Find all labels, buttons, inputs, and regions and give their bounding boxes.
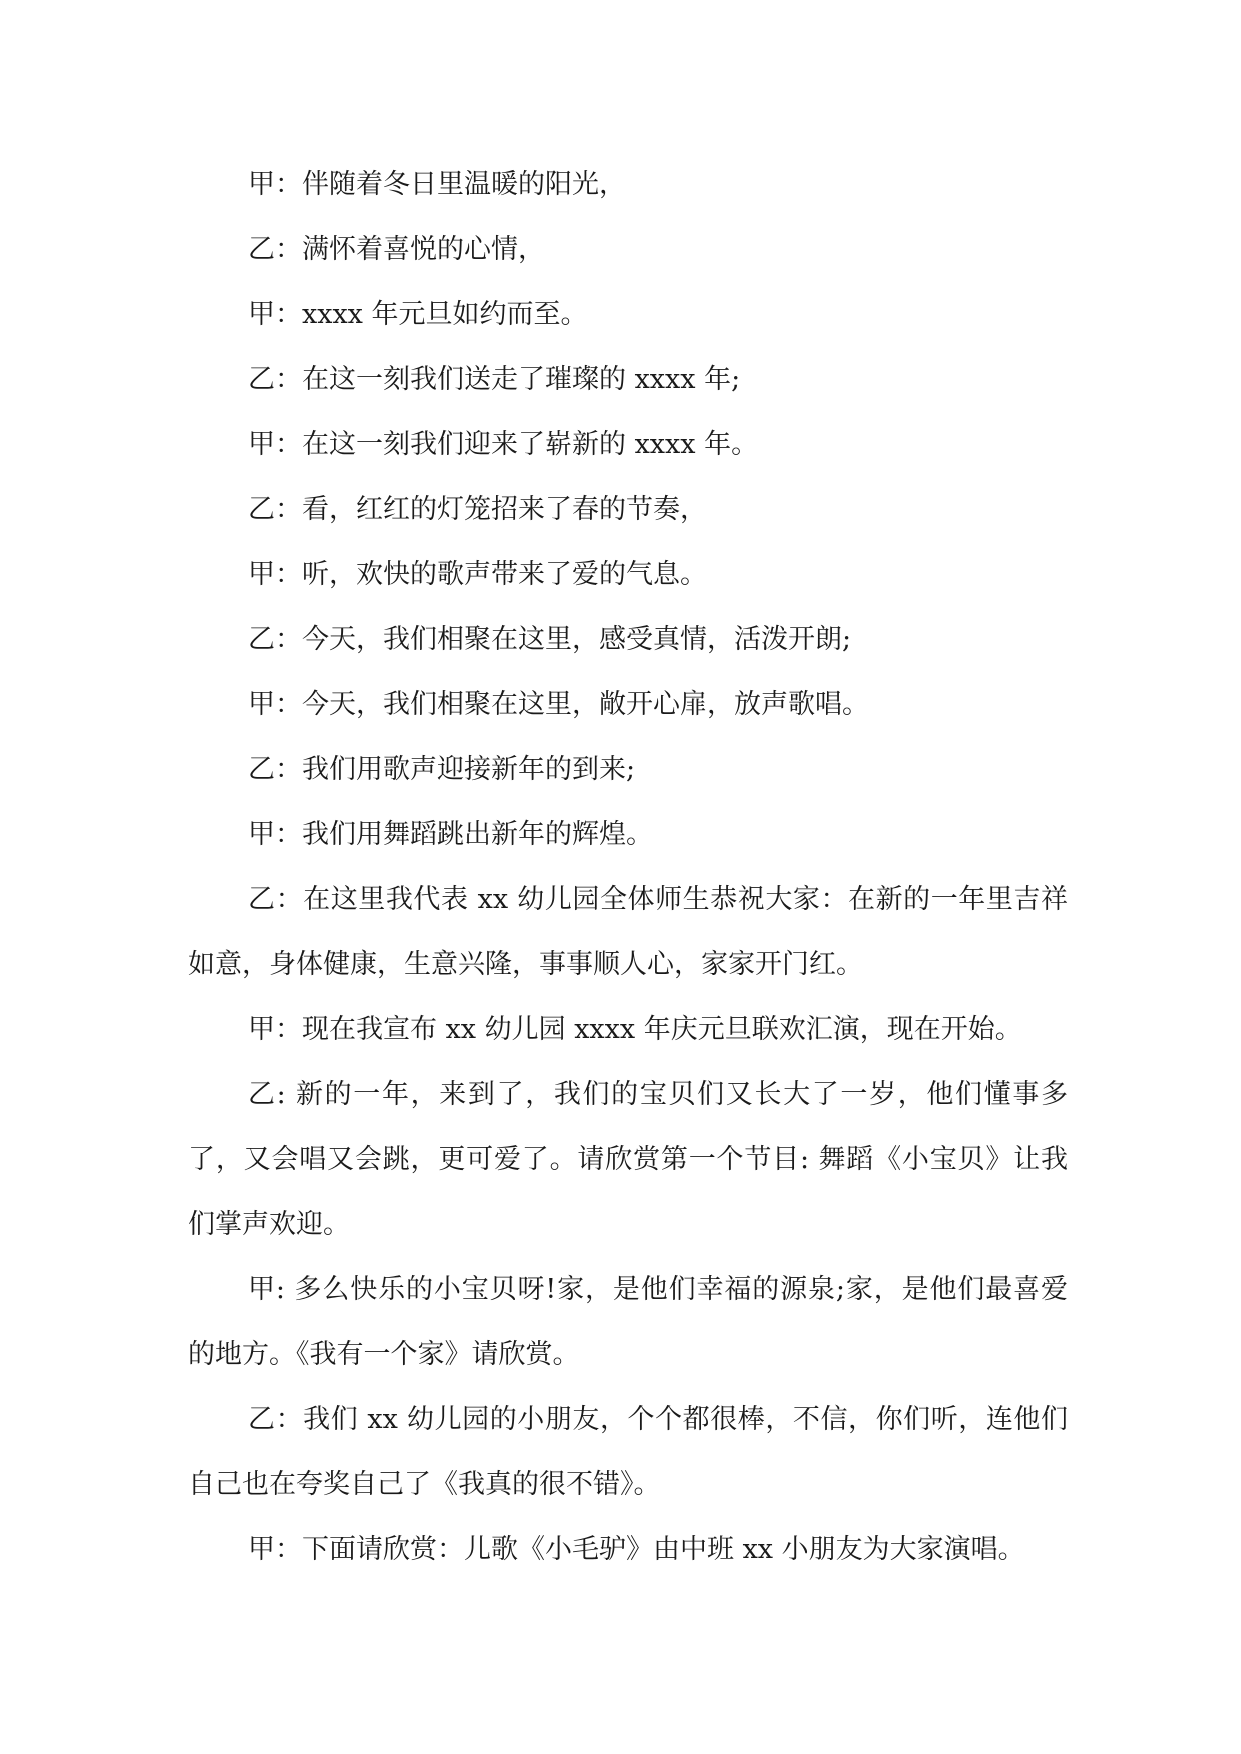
paragraph: 乙：满怀着喜悦的心情， — [248, 234, 545, 265]
paragraph: 乙：今天，我们相聚在这里，感受真情，活泼开朗; — [248, 624, 852, 655]
paragraph: 甲：在这一刻我们迎来了崭新的 xxxx 年。 — [248, 429, 759, 460]
paragraph: 甲：听，欢快的歌声带来了爱的气息。 — [248, 559, 707, 590]
paragraph: 乙：我们 xx 幼儿园的小朋友，个个都很棒，不信，你们听，连他们自己也在夸奖自己了《我真的很不错》。 — [188, 1404, 1068, 1500]
paragraph: 甲：xxxx 年元旦如约而至。 — [248, 299, 588, 330]
paragraph: 甲：我们用舞蹈跳出新年的辉煌。 — [248, 819, 653, 850]
paragraph: 甲：下面请欣赏：儿歌《小毛驴》由中班 xx 小朋友为大家演唱。 — [248, 1534, 1025, 1565]
paragraph: 甲：今天，我们相聚在这里，敞开心扉，放声歌唱。 — [248, 689, 869, 720]
paragraph: 甲: 多么快乐的小宝贝呀!家，是他们幸福的源泉;家，是他们最喜爱的地方。《我有一个家》请欣赏。 — [188, 1274, 1068, 1370]
paragraph: 甲：伴随着冬日里温暖的阳光， — [248, 169, 626, 200]
paragraph: 乙：我们用歌声迎接新年的到来; — [248, 754, 636, 785]
paragraph: 甲：现在我宣布 xx 幼儿园 xxxx 年庆元旦联欢汇演，现在开始。 — [248, 1014, 1022, 1045]
document-body — [188, 152, 1068, 1582]
paragraph: 乙：在这里我代表 xx 幼儿园全体师生恭祝大家：在新的一年里吉祥如意，身体健康，生意兴隆，事事顺人心，家家开门红。 — [188, 884, 1068, 980]
paragraph: 乙：看，红红的灯笼招来了春的节奏， — [248, 494, 707, 525]
paragraph: 乙：在这一刻我们送走了璀璨的 xxxx 年; — [248, 364, 741, 395]
paragraph: 乙: 新的一年，来到了，我们的宝贝们又长大了一岁，他们懂事多了，又会唱又会跳，更可爱了。请欣赏第一个节目: 舞蹈《小宝贝》让我们掌声欢迎。 — [188, 1079, 1068, 1240]
